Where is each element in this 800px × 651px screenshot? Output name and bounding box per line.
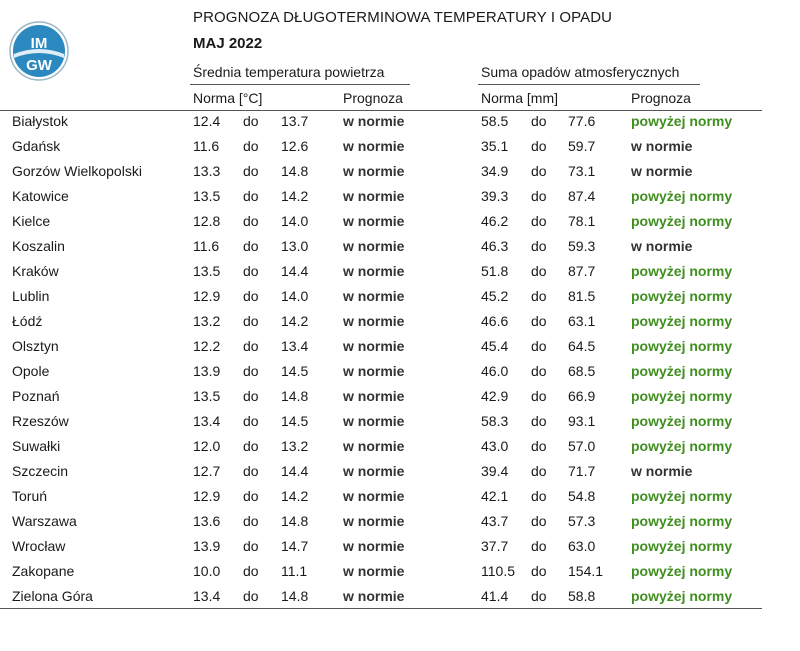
precip-norm-to: do bbox=[531, 238, 547, 254]
temp-forecast: w normie bbox=[343, 588, 405, 604]
precip-norm-to: do bbox=[531, 563, 547, 579]
city-name: Olsztyn bbox=[12, 338, 59, 354]
precip-norm-max: 154.1 bbox=[568, 563, 604, 579]
precip-norm-to: do bbox=[531, 338, 547, 354]
city-name: Poznań bbox=[12, 388, 60, 404]
precip-norm-to: do bbox=[531, 538, 547, 554]
city-name: Zakopane bbox=[12, 563, 75, 579]
temp-norm-to: do bbox=[243, 488, 259, 504]
precip-norm-max: 68.5 bbox=[568, 363, 596, 379]
temp-forecast: w normie bbox=[343, 488, 405, 504]
city-name: Gdańsk bbox=[12, 138, 61, 154]
precip-forecast: powyżej normy bbox=[631, 188, 733, 204]
precip-norm-to: do bbox=[531, 363, 547, 379]
temp-norm-min: 13.4 bbox=[193, 588, 221, 604]
precip-forecast: w normie bbox=[631, 238, 693, 254]
table-row bbox=[0, 338, 800, 363]
city-name: Toruń bbox=[12, 488, 48, 504]
temp-norm-min: 12.9 bbox=[193, 488, 221, 504]
temp-forecast: w normie bbox=[343, 513, 405, 529]
table-row bbox=[0, 113, 800, 138]
table-row bbox=[0, 288, 800, 313]
temp-norm-min: 13.5 bbox=[193, 263, 221, 279]
table-row bbox=[0, 513, 800, 538]
precip-norm-min: 45.2 bbox=[481, 288, 509, 304]
precip-norm-to: do bbox=[531, 413, 547, 429]
table-row bbox=[0, 538, 800, 563]
precip-norm-max: 81.5 bbox=[568, 288, 596, 304]
precip-forecast: powyżej normy bbox=[631, 263, 733, 279]
precip-norm-min: 37.7 bbox=[481, 538, 509, 554]
temp-norm-to: do bbox=[243, 188, 259, 204]
precip-norm-to: do bbox=[531, 213, 547, 229]
precip-norm-max: 59.3 bbox=[568, 238, 596, 254]
temp-norm-min: 13.5 bbox=[193, 388, 221, 404]
temp-norm-min: 13.9 bbox=[193, 363, 221, 379]
precip-forecast: w normie bbox=[631, 138, 693, 154]
temp-norm-min: 12.9 bbox=[193, 288, 221, 304]
table-row bbox=[0, 188, 800, 213]
precip-norm-min: 35.1 bbox=[481, 138, 509, 154]
precip-forecast: powyżej normy bbox=[631, 413, 733, 429]
city-name: Suwałki bbox=[12, 438, 61, 454]
precip-norm-min: 39.3 bbox=[481, 188, 509, 204]
temp-forecast: w normie bbox=[343, 288, 405, 304]
table-row bbox=[0, 313, 800, 338]
precip-norm-header: Norma [mm] bbox=[481, 90, 558, 106]
table-row bbox=[0, 463, 800, 488]
precip-forecast: powyżej normy bbox=[631, 388, 733, 404]
table-row bbox=[0, 563, 800, 588]
city-name: Zielona Góra bbox=[12, 588, 93, 604]
precip-forecast: powyżej normy bbox=[631, 563, 733, 579]
temp-norm-max: 14.8 bbox=[281, 163, 309, 179]
temp-forecast: w normie bbox=[343, 138, 405, 154]
imgw-logo bbox=[8, 20, 70, 82]
temp-norm-min: 12.4 bbox=[193, 113, 221, 129]
temp-norm-to: do bbox=[243, 363, 259, 379]
temp-norm-to: do bbox=[243, 413, 259, 429]
temp-norm-max: 14.7 bbox=[281, 538, 309, 554]
precip-norm-max: 63.0 bbox=[568, 538, 596, 554]
precip-forecast: powyżej normy bbox=[631, 213, 733, 229]
precip-forecast-header: Prognoza bbox=[631, 90, 691, 106]
city-name: Łódź bbox=[12, 313, 43, 329]
temp-norm-min: 13.9 bbox=[193, 538, 221, 554]
table-row bbox=[0, 213, 800, 238]
temp-forecast: w normie bbox=[343, 438, 405, 454]
precip-forecast: w normie bbox=[631, 463, 693, 479]
table-row bbox=[0, 438, 800, 463]
precip-norm-to: do bbox=[531, 463, 547, 479]
precip-norm-max: 57.3 bbox=[568, 513, 596, 529]
precip-norm-min: 46.3 bbox=[481, 238, 509, 254]
temp-norm-min: 12.7 bbox=[193, 463, 221, 479]
table-row bbox=[0, 388, 800, 413]
precip-forecast: powyżej normy bbox=[631, 588, 733, 604]
temp-norm-min: 13.3 bbox=[193, 163, 221, 179]
logo-text-bottom: GW bbox=[26, 57, 52, 74]
page-subtitle: MAJ 2022 bbox=[193, 35, 263, 52]
precip-forecast: powyżej normy bbox=[631, 113, 733, 129]
temp-forecast: w normie bbox=[343, 113, 405, 129]
precip-norm-max: 54.8 bbox=[568, 488, 596, 504]
precip-norm-min: 45.4 bbox=[481, 338, 509, 354]
temp-norm-min: 12.2 bbox=[193, 338, 221, 354]
table-row bbox=[0, 263, 800, 288]
precip-norm-min: 43.7 bbox=[481, 513, 509, 529]
temp-norm-min: 12.0 bbox=[193, 438, 221, 454]
temp-norm-max: 13.0 bbox=[281, 238, 309, 254]
temp-norm-max: 14.8 bbox=[281, 388, 309, 404]
table-row bbox=[0, 163, 800, 188]
temp-norm-to: do bbox=[243, 538, 259, 554]
page-title: PROGNOZA DŁUGOTERMINOWA TEMPERATURY I OPADU bbox=[193, 9, 613, 26]
precip-norm-max: 71.7 bbox=[568, 463, 596, 479]
precip-norm-max: 77.6 bbox=[568, 113, 596, 129]
precip-forecast: powyżej normy bbox=[631, 363, 733, 379]
precip-group-header: Suma opadów atmosferycznych bbox=[481, 64, 680, 80]
table-row bbox=[0, 413, 800, 438]
precip-norm-min: 58.3 bbox=[481, 413, 509, 429]
temp-forecast: w normie bbox=[343, 563, 405, 579]
temp-forecast: w normie bbox=[343, 163, 405, 179]
temp-forecast: w normie bbox=[343, 263, 405, 279]
temp-forecast: w normie bbox=[343, 238, 405, 254]
temp-forecast: w normie bbox=[343, 213, 405, 229]
temp-forecast: w normie bbox=[343, 413, 405, 429]
temp-norm-max: 14.4 bbox=[281, 463, 309, 479]
temp-norm-max: 14.2 bbox=[281, 188, 309, 204]
precip-norm-min: 46.2 bbox=[481, 213, 509, 229]
temp-norm-max: 14.5 bbox=[281, 413, 309, 429]
precip-norm-min: 39.4 bbox=[481, 463, 509, 479]
temp-norm-header: Norma [°C] bbox=[193, 90, 263, 106]
precip-norm-min: 42.9 bbox=[481, 388, 509, 404]
temp-norm-to: do bbox=[243, 263, 259, 279]
temp-norm-min: 13.6 bbox=[193, 513, 221, 529]
precip-norm-to: do bbox=[531, 388, 547, 404]
precip-norm-max: 87.4 bbox=[568, 188, 596, 204]
temp-norm-to: do bbox=[243, 388, 259, 404]
temp-norm-to: do bbox=[243, 588, 259, 604]
precip-norm-to: do bbox=[531, 188, 547, 204]
temp-norm-min: 12.8 bbox=[193, 213, 221, 229]
table-row bbox=[0, 138, 800, 163]
temp-norm-max: 14.2 bbox=[281, 488, 309, 504]
precip-norm-max: 57.0 bbox=[568, 438, 596, 454]
city-name: Białystok bbox=[12, 113, 69, 129]
precip-norm-min: 46.0 bbox=[481, 363, 509, 379]
precip-norm-to: do bbox=[531, 288, 547, 304]
table-bottom-line bbox=[0, 608, 762, 609]
temp-norm-to: do bbox=[243, 163, 259, 179]
temp-group-divider bbox=[190, 84, 410, 85]
precip-forecast: powyżej normy bbox=[631, 338, 733, 354]
temp-norm-max: 14.5 bbox=[281, 363, 309, 379]
precip-norm-to: do bbox=[531, 113, 547, 129]
precip-group-divider bbox=[478, 84, 700, 85]
temp-norm-min: 11.6 bbox=[193, 138, 220, 154]
city-name: Katowice bbox=[12, 188, 69, 204]
temp-norm-min: 13.4 bbox=[193, 413, 221, 429]
city-name: Opole bbox=[12, 363, 50, 379]
precip-forecast: powyżej normy bbox=[631, 438, 733, 454]
precip-norm-to: do bbox=[531, 263, 547, 279]
temp-norm-max: 14.2 bbox=[281, 313, 309, 329]
city-name: Kraków bbox=[12, 263, 59, 279]
precip-norm-to: do bbox=[531, 513, 547, 529]
precip-forecast: powyżej normy bbox=[631, 488, 733, 504]
temp-norm-max: 14.0 bbox=[281, 288, 309, 304]
precip-norm-to: do bbox=[531, 588, 547, 604]
precip-norm-max: 78.1 bbox=[568, 213, 596, 229]
temp-norm-to: do bbox=[243, 338, 259, 354]
precip-norm-max: 93.1 bbox=[568, 413, 596, 429]
precip-norm-to: do bbox=[531, 138, 547, 154]
temp-norm-to: do bbox=[243, 438, 259, 454]
city-name: Koszalin bbox=[12, 238, 65, 254]
temp-norm-to: do bbox=[243, 213, 259, 229]
city-name: Rzeszów bbox=[12, 413, 69, 429]
precip-norm-min: 43.0 bbox=[481, 438, 509, 454]
temp-norm-max: 13.2 bbox=[281, 438, 309, 454]
temp-norm-to: do bbox=[243, 238, 259, 254]
city-name: Lublin bbox=[12, 288, 50, 304]
temp-norm-to: do bbox=[243, 113, 259, 129]
temp-norm-max: 14.8 bbox=[281, 588, 309, 604]
precip-norm-min: 51.8 bbox=[481, 263, 509, 279]
header-bottom-line bbox=[0, 110, 762, 111]
precip-norm-max: 87.7 bbox=[568, 263, 596, 279]
temp-group-header: Średnia temperatura powietrza bbox=[193, 64, 385, 80]
temp-forecast-header: Prognoza bbox=[343, 90, 403, 106]
temp-norm-to: do bbox=[243, 313, 259, 329]
temp-forecast: w normie bbox=[343, 388, 405, 404]
precip-forecast: w normie bbox=[631, 163, 693, 179]
precip-norm-min: 58.5 bbox=[481, 113, 509, 129]
precip-norm-to: do bbox=[531, 438, 547, 454]
temp-forecast: w normie bbox=[343, 463, 405, 479]
temp-norm-max: 13.4 bbox=[281, 338, 309, 354]
precip-forecast: powyżej normy bbox=[631, 538, 733, 554]
precip-norm-min: 41.4 bbox=[481, 588, 509, 604]
temp-norm-min: 13.2 bbox=[193, 313, 221, 329]
table-row bbox=[0, 363, 800, 388]
temp-norm-max: 14.8 bbox=[281, 513, 309, 529]
temp-forecast: w normie bbox=[343, 363, 405, 379]
precip-norm-max: 59.7 bbox=[568, 138, 596, 154]
precip-norm-min: 42.1 bbox=[481, 488, 509, 504]
temp-norm-max: 14.0 bbox=[281, 213, 309, 229]
temp-norm-to: do bbox=[243, 288, 259, 304]
precip-forecast: powyżej normy bbox=[631, 313, 733, 329]
precip-forecast: powyżej normy bbox=[631, 288, 733, 304]
precip-norm-to: do bbox=[531, 163, 547, 179]
city-name: Gorzów Wielkopolski bbox=[12, 163, 142, 179]
temp-forecast: w normie bbox=[343, 338, 405, 354]
temp-norm-min: 13.5 bbox=[193, 188, 221, 204]
city-name: Szczecin bbox=[12, 463, 69, 479]
temp-norm-to: do bbox=[243, 563, 259, 579]
city-name: Wrocław bbox=[12, 538, 66, 554]
temp-norm-min: 10.0 bbox=[193, 563, 221, 579]
precip-forecast: powyżej normy bbox=[631, 513, 733, 529]
precip-norm-min: 34.9 bbox=[481, 163, 509, 179]
temp-norm-max: 13.7 bbox=[281, 113, 309, 129]
table-row bbox=[0, 238, 800, 263]
precip-norm-max: 64.5 bbox=[568, 338, 596, 354]
temp-forecast: w normie bbox=[343, 188, 405, 204]
precip-norm-to: do bbox=[531, 313, 547, 329]
temp-norm-to: do bbox=[243, 138, 259, 154]
precip-norm-max: 73.1 bbox=[568, 163, 596, 179]
precip-norm-max: 58.8 bbox=[568, 588, 596, 604]
temp-norm-max: 14.4 bbox=[281, 263, 309, 279]
temp-norm-to: do bbox=[243, 513, 259, 529]
precip-norm-min: 110.5 bbox=[481, 563, 515, 579]
city-name: Kielce bbox=[12, 213, 51, 229]
temp-forecast: w normie bbox=[343, 538, 405, 554]
precip-norm-max: 66.9 bbox=[568, 388, 596, 404]
table-row bbox=[0, 588, 800, 613]
temp-norm-to: do bbox=[243, 463, 259, 479]
precip-norm-to: do bbox=[531, 488, 547, 504]
temp-norm-max: 11.1 bbox=[281, 563, 308, 579]
temp-norm-max: 12.6 bbox=[281, 138, 309, 154]
precip-norm-min: 46.6 bbox=[481, 313, 509, 329]
logo-text-top: IM bbox=[30, 35, 48, 52]
temp-forecast: w normie bbox=[343, 313, 405, 329]
city-name: Warszawa bbox=[12, 513, 77, 529]
table-row bbox=[0, 488, 800, 513]
temp-norm-min: 11.6 bbox=[193, 238, 220, 254]
precip-norm-max: 63.1 bbox=[568, 313, 596, 329]
